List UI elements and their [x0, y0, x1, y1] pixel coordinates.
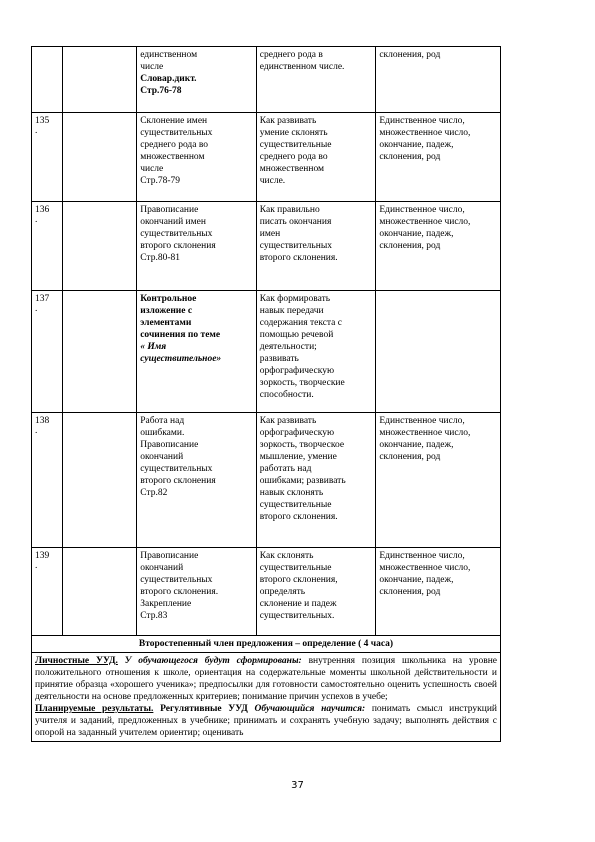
key-terms-cell [376, 202, 501, 291]
section-heading: Второстепенный член предложения – определение ( 4 часа) [32, 636, 501, 653]
lesson-goal-line: существительные [259, 500, 332, 510]
lesson-goal-line: второго склонения, [259, 575, 338, 585]
date-cell [62, 291, 137, 413]
lesson-number-dot: . [35, 426, 38, 436]
lesson-goal-line: Как склонять [259, 551, 314, 561]
lesson-goal-line: склонение и падеж [259, 599, 337, 609]
lesson-topic-line: существительных [140, 464, 213, 474]
lesson-goal-line: ошибками; развивать [259, 476, 346, 486]
lesson-goal-line: Как формировать [259, 294, 331, 304]
date-cell [62, 413, 137, 548]
lesson-topic-line: окончаний [140, 563, 184, 573]
lesson-goal-line: работать над [259, 464, 312, 474]
lesson-number-cell [32, 113, 63, 202]
lesson-topic-line: Стр.82 [140, 488, 168, 498]
key-terms-cell [376, 113, 501, 202]
lesson-topic-line: единственном [140, 50, 198, 60]
lesson-topic-line: Стр.78-79 [140, 176, 180, 186]
lesson-goal-line: Как правильно [259, 205, 320, 215]
lesson-goal-line: существительные [259, 140, 332, 150]
lesson-goal-line: существительные [259, 563, 332, 573]
key-terms-cell [376, 548, 501, 636]
planned-results-label: Планируемые результаты. [35, 704, 154, 714]
table-row [32, 202, 501, 291]
lesson-topic-line: существительных [140, 229, 213, 239]
lesson-goal-line: зоркость, творческое [259, 440, 345, 450]
lesson-topic-line: окончаний [140, 452, 184, 462]
lesson-topic-cell [137, 548, 257, 636]
lesson-goals-cell [256, 548, 376, 636]
table-row [32, 548, 501, 636]
key-term-line: окончание, падеж, [379, 440, 454, 450]
lesson-number: 137 [35, 294, 50, 304]
lesson-goal-line: Как развивать [259, 116, 317, 126]
lesson-goal-line: определять [259, 587, 306, 597]
lesson-number: 139 [35, 551, 50, 561]
lesson-topic-line: существительных [140, 575, 213, 585]
lesson-number-dot: . [35, 215, 38, 225]
lesson-topic-line: Стр.83 [140, 611, 168, 621]
lesson-topic-cell [137, 202, 257, 291]
lesson-goal-line: второго склонения. [259, 253, 338, 263]
lesson-goal-line: мышление, умение [259, 452, 337, 462]
lesson-topic-line: ошибками. [140, 428, 185, 438]
regulatory-uud-label: Регулятивные УУД [160, 704, 248, 714]
lesson-number-cell [32, 202, 63, 291]
lesson-goal-line: способности. [259, 390, 314, 400]
lesson-topic-bold-line: Контрольное [140, 294, 197, 304]
lesson-number-dot: . [35, 126, 38, 136]
lesson-goal-line: орфографическую [259, 428, 335, 438]
lesson-goal-line: среднего рода во [259, 152, 328, 162]
lesson-goal-line: орфографическую [259, 366, 335, 376]
key-term-line: множественное число, [379, 428, 471, 438]
date-cell [62, 113, 137, 202]
key-term-line: окончание, падеж, [379, 575, 454, 585]
lesson-topic-cell [137, 413, 257, 548]
lesson-number-dot: . [35, 304, 38, 314]
lesson-topic-bold-line: изложение с [140, 306, 193, 316]
lesson-topic-line: второго склонения [140, 241, 216, 251]
section-description [32, 653, 501, 742]
lesson-number-dot: . [35, 561, 38, 571]
key-term-line: склонения, род [379, 241, 441, 251]
lesson-topic-bold-line: Стр.76-78 [140, 86, 182, 96]
key-term-line: Единственное число, [379, 551, 465, 561]
key-term-line: множественное число, [379, 128, 471, 138]
lesson-goals-cell [256, 113, 376, 202]
section-heading-row [32, 636, 501, 653]
section-body-row [32, 653, 501, 742]
lesson-topic-line: второго склонения. [140, 587, 219, 597]
key-term-line: Единственное число, [379, 205, 465, 215]
lesson-topic-line: Правописание [140, 440, 199, 450]
lesson-topic-line: числе [140, 164, 164, 174]
personal-uud-text: внутренняя позиция школьника на уровне положительного отношения к школе, ориентация на содержательные моменты школьной действительности и принятие образца «хорошего ученика»; предпосылки для готовности самостоятельно оценить успешность своей деятельности на основе предложенных критериев; понимание причин успехов в учебе; [35, 656, 497, 702]
lesson-topic-line: Правописание [140, 205, 199, 215]
key-term-line: окончание, падеж, [379, 229, 454, 239]
date-cell [62, 47, 137, 113]
lesson-topic-line: Стр.80-81 [140, 253, 180, 263]
lesson-goal-line: зоркость, творческие [259, 378, 345, 388]
lesson-topic-line: Работа над [140, 416, 185, 426]
lesson-goal-line: умение склонять [259, 128, 328, 138]
lesson-goal-line: помощью речевой [259, 330, 334, 340]
lesson-topic-bold-line: элементами [140, 318, 192, 328]
personal-uud-intro: У обучающегося будут сформированы: [124, 656, 302, 666]
lesson-goals-cell [256, 413, 376, 548]
table-row [32, 291, 501, 413]
lesson-topic-line: существительное» [140, 354, 222, 364]
lesson-topic-line: Правописание [140, 551, 199, 561]
lesson-number-cell [32, 47, 63, 113]
key-term-line: Единственное число, [379, 116, 465, 126]
date-cell [62, 548, 137, 636]
table-row [32, 47, 501, 113]
key-terms-cell [376, 413, 501, 548]
lesson-goal-line: среднего рода в [259, 50, 323, 60]
lesson-goal-line: существительных [259, 241, 332, 251]
lesson-goal-line: имен [259, 229, 281, 239]
date-cell [62, 202, 137, 291]
table-row [32, 413, 501, 548]
lesson-number: 136 [35, 205, 50, 215]
lesson-number: 135 [35, 116, 50, 126]
lesson-number-cell [32, 291, 63, 413]
lesson-topic-line: множественном [140, 152, 205, 162]
lesson-goal-line: числе. [259, 176, 286, 186]
lesson-goal-line: деятельности; [259, 342, 317, 352]
lesson-goals-cell [256, 202, 376, 291]
table-row [32, 113, 501, 202]
lesson-topic-line: Склонение имен [140, 116, 208, 126]
lesson-goal-line: множественном [259, 164, 325, 174]
lesson-plan-table [31, 46, 501, 742]
key-term-line: Единственное число, [379, 416, 465, 426]
lesson-topic-bold-line: Словар.дикт. [140, 74, 197, 84]
key-term-line: множественное число, [379, 563, 471, 573]
regulatory-uud-intro: Обучающийся научится: [254, 704, 366, 714]
key-term-line: склонения, род [379, 587, 441, 597]
regulatory-uud-text: понимать смысл инструкций учителя и заданий, предложенных в учебнике; принимать и сохранять учебную задачу; выполнять действия с опорой на заданный учителем ориентир; оценивать [35, 704, 498, 738]
lesson-goal-line: единственном числе. [259, 62, 345, 72]
lesson-goal-line: Как развивать [259, 416, 317, 426]
key-term-line: множественное число, [379, 217, 471, 227]
lesson-goal-line: содержания текста с [259, 318, 342, 328]
lesson-goal-line: навык склонять [259, 488, 324, 498]
lesson-number-cell [32, 413, 63, 548]
lesson-topic-line: Закрепление [140, 599, 192, 609]
key-term-line: склонения, род [379, 452, 441, 462]
key-terms-cell [376, 291, 501, 413]
lesson-topic-line: второго склонения [140, 476, 216, 486]
lesson-goal-line: второго склонения. [259, 512, 338, 522]
lesson-topic-italic-line: « Имя [140, 342, 167, 352]
lesson-topic-cell [137, 47, 257, 113]
lesson-goal-line: писать окончания [259, 217, 332, 227]
lesson-topic-line: существительных [140, 128, 213, 138]
lesson-topic-cell [137, 113, 257, 202]
lesson-topic-cell [137, 291, 257, 413]
lesson-goal-line: существительных. [259, 611, 335, 621]
key-term-line: окончание, падеж, [379, 140, 454, 150]
key-terms-cell [376, 47, 501, 113]
lesson-goal-line: навык передачи [259, 306, 324, 316]
key-term-line: склонения, род [379, 50, 441, 60]
lesson-goals-cell [256, 291, 376, 413]
lesson-topic-line: окончаний имен [140, 217, 206, 227]
personal-uud-label: Личностные УУД. [35, 656, 118, 666]
lesson-topic-bold-line: сочинения по теме [140, 330, 221, 340]
lesson-topic-line: среднего рода во [140, 140, 209, 150]
lesson-topic-line: числе [140, 62, 164, 72]
key-term-line: склонения, род [379, 152, 441, 162]
page-number: 37 [291, 780, 304, 791]
lesson-number-cell [32, 548, 63, 636]
lesson-goal-line: развивать [259, 354, 299, 364]
lesson-number: 138 [35, 416, 50, 426]
lesson-goals-cell [256, 47, 376, 113]
